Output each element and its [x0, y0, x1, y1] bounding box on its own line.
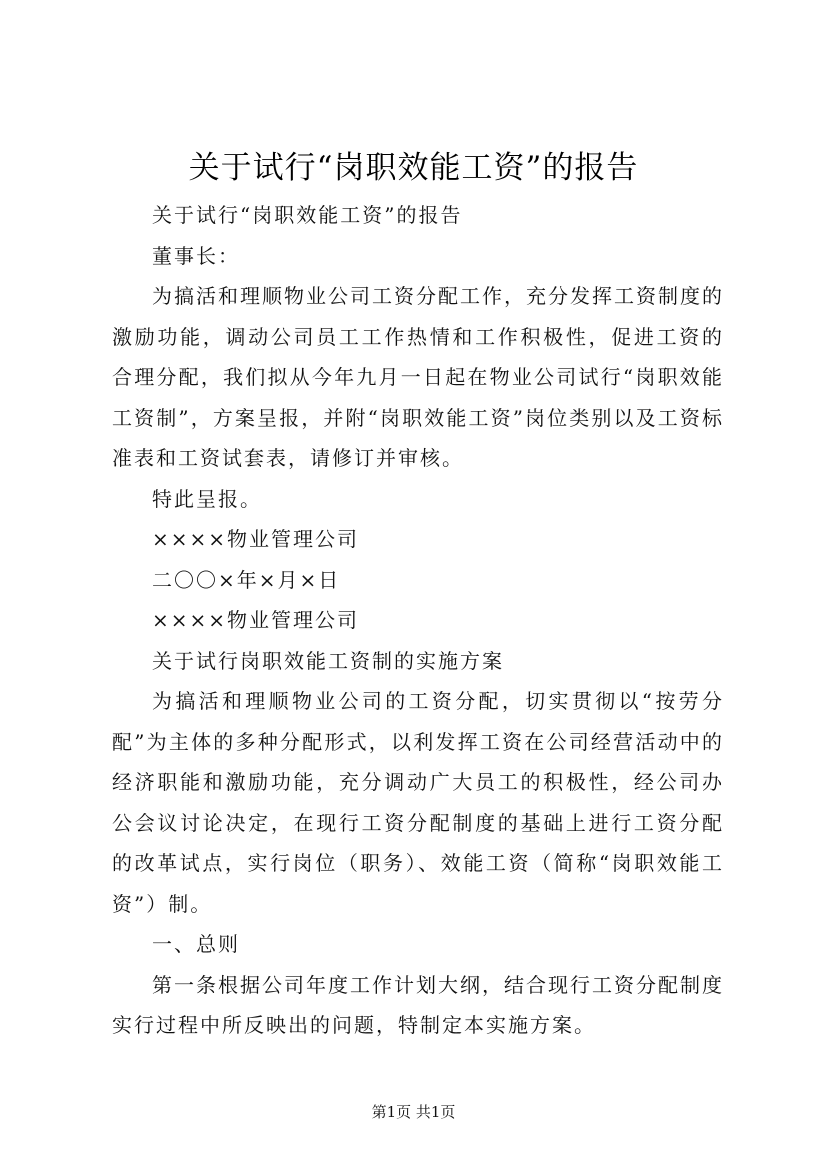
paragraph-closing: 特此呈报。 [152, 486, 262, 511]
page-footer: 第1页 共1页 [371, 1103, 456, 1121]
paragraph-company-signature: ××××物业管理公司 [152, 527, 360, 551]
paragraph-date: 二〇〇×年×月×日 [152, 567, 341, 592]
paragraph-article-one: 第一条根据公司年度工作计划大纲，结合现行工资分配制度实行过程中所反映出的问题，特制定本实施方案。 [112, 972, 724, 1037]
document-title: 关于试行“岗职效能工资”的报告 [188, 150, 639, 186]
paragraph-salutation: 董事长： [152, 243, 240, 268]
paragraph-section-heading: 一、总则 [152, 932, 240, 956]
document-body [112, 195, 724, 1046]
paragraph-report-body: 为搞活和理顺物业公司工资分配工作，充分发挥工资制度的激励功能，调动公司员工工作热情和工作积极性，促进工资的合理分配，我们拟从今年九月一日起在物业公司试行“岗职效能工资制”，方案呈报，并附“岗职效能工资”岗位类别以及工资标准表和工资试套表，请修订并审核。 [112, 284, 724, 470]
paragraph-plan-body: 为搞活和理顺物业公司的工资分配，切实贯彻以“按劳分配”为主体的多种分配形式，以利发挥工资在公司经营活动中的经济职能和激励功能，充分调动广大员工的积极性，经公司办公会议讨论决定，在现行工资分配制度的基础上进行工资分配的改革试点，实行岗位（职务）、效能工资（简称“岗职效能工资”）制。 [112, 689, 724, 916]
paragraph-plan-title: 关于试行岗职效能工资制的实施方案 [152, 648, 504, 673]
paragraph-subtitle: 关于试行“岗职效能工资”的报告 [152, 203, 463, 227]
paragraph-company-name: ××××物业管理公司 [152, 608, 360, 632]
